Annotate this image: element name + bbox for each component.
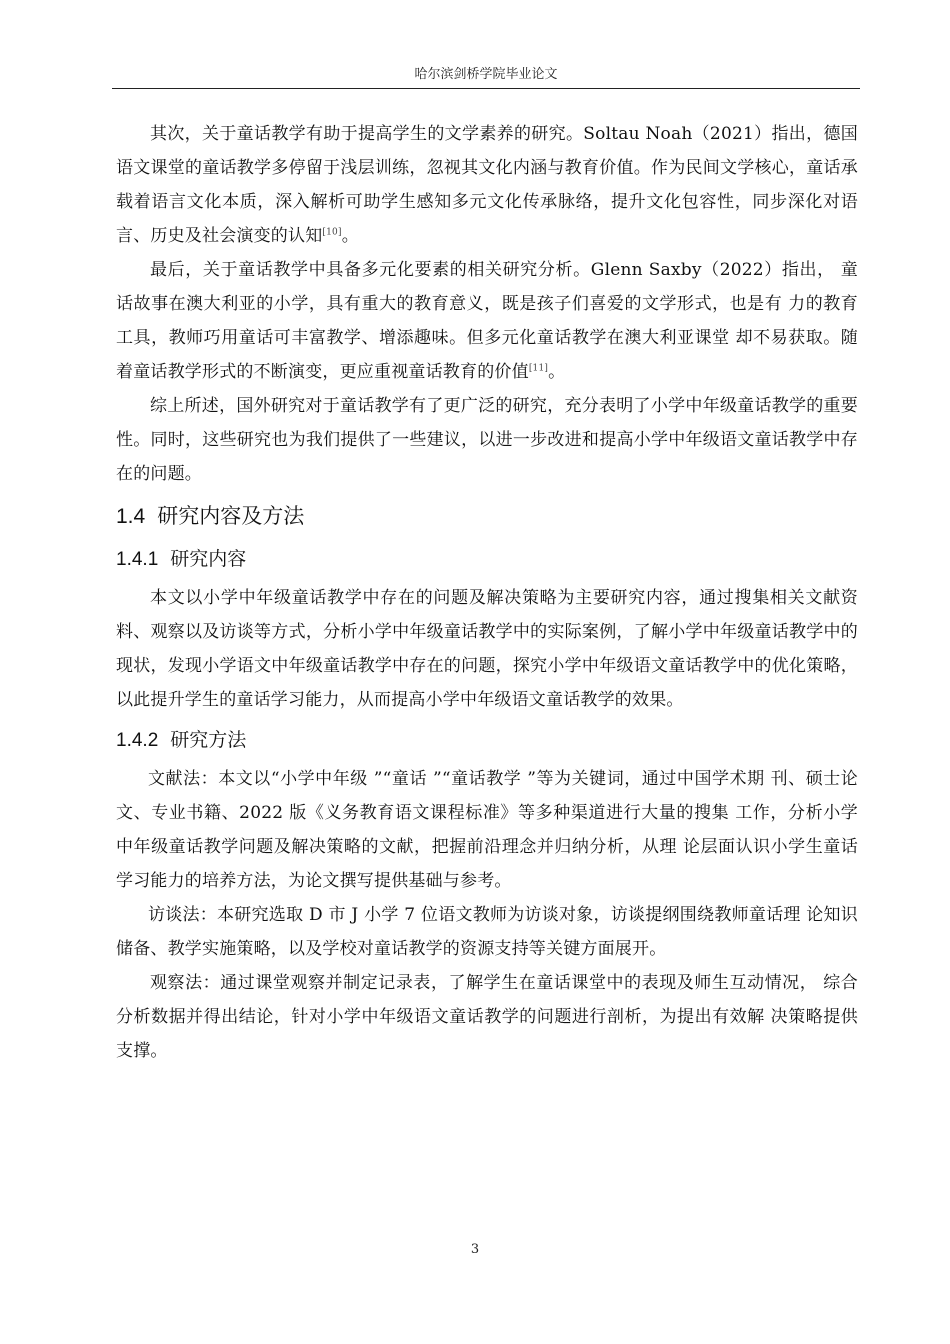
section-number: 1.4	[116, 505, 146, 528]
paragraph-interview-method: 访谈法：本研究选取 D 市 J 小学 7 位语文教师为访谈对象，访谈提纲围绕教师童话理 论知识储备、教学实施策略，以及学校对童话教学的资源支持等关键方面展开。	[116, 905, 858, 959]
section-number: 1.4.2	[116, 730, 159, 751]
paragraph-diversity	[116, 253, 858, 389]
citation-11[interactable]: [11]	[528, 363, 549, 374]
paragraph-text: 其次，关于童话教学有助于提高学生的文学素养的研究。Soltau Noah（2021）指出，德国语文课堂的童话教学多停留于浅层训练，忽视其文化内涵与教育价值。作为民间文学核心，童话承载着语言文化本质，深入解析可助学生感知多元文化传承脉络，提升文化包容性，同步深化对语言、历史及社会演变的认知	[116, 124, 858, 246]
paragraph-literature-method: 文献法：本文以“小学中年级 ”“童话 ”“童话教学 ”等为关键词，通过中国学术期 刊、硕士论文、专业书籍、2022 版《义务教育语文课程标准》等多种渠道进行大量的搜集 工作，分析小学中年级童话教学问题及解决策略的文献，把握前沿理念并归纳分析，从理 论层面认识小学生童话学习能力的培养方法，为论文撰写提供基础与参考。	[116, 769, 858, 891]
section-title: 研究方法	[170, 729, 247, 751]
section-number: 1.4.1	[116, 549, 159, 570]
paragraph-research-content: 本文以小学中年级童话教学中存在的问题及解决策略为主要研究内容，通过搜集相关文献资料、观察以及访谈等方式，分析小学中年级童话教学中的实际案例，了解小学中年级童话教学中的现状，发现小学语文中年级童话教学中存在的问题，探究小学中年级语文童话教学中的优化策略，以此提升学生的童话学习能力，从而提高小学中年级语文童话教学的效果。	[116, 588, 858, 710]
page-header: 哈尔滨剑桥学院毕业论文	[414, 67, 558, 82]
paragraph-literary-literacy	[116, 117, 858, 253]
paragraph-summary: 综上所述，国外研究对于童话教学有了更广泛的研究，充分表明了小学中年级童话教学的重要性。同时，这些研究也为我们提供了一些建议，以进一步改进和提高小学中年级语文童话教学中存在的问题。	[116, 396, 858, 484]
section-title: 研究内容	[170, 548, 247, 570]
paragraph-end: 。	[341, 226, 359, 246]
section-heading-1-4-1	[116, 540, 858, 579]
section-title: 研究内容及方法	[157, 504, 305, 528]
citation-10[interactable]: [10]	[322, 227, 342, 238]
page-body	[116, 117, 858, 1068]
page-number: 3	[470, 1242, 480, 1257]
paragraph-end: 。	[548, 362, 566, 382]
section-heading-1-4-2	[116, 721, 858, 760]
paragraph-observation-method: 观察法：通过课堂观察并制定记录表，了解学生在童话课堂中的表现及师生互动情况， 综合分析数据并得出结论，针对小学中年级语文童话教学的问题进行剖析，为提出有效解 决策略提供支撑。	[116, 973, 858, 1061]
paragraph-text: 最后，关于童话教学中具备多元化要素的相关研究分析。Glenn Saxby（2022）指出， 童话故事在澳大利亚的小学，具有重大的教育意义，既是孩子们喜爱的文学形式，也是有 力的教育工具，教师巧用童话可丰富教学、增添趣味。但多元化童话教学在澳大利亚课堂 却不易获取。随着童话教学形式的不断演变，更应重视童话教育的价值	[116, 260, 858, 382]
header-divider	[112, 88, 860, 89]
section-heading-1-4	[116, 497, 858, 536]
